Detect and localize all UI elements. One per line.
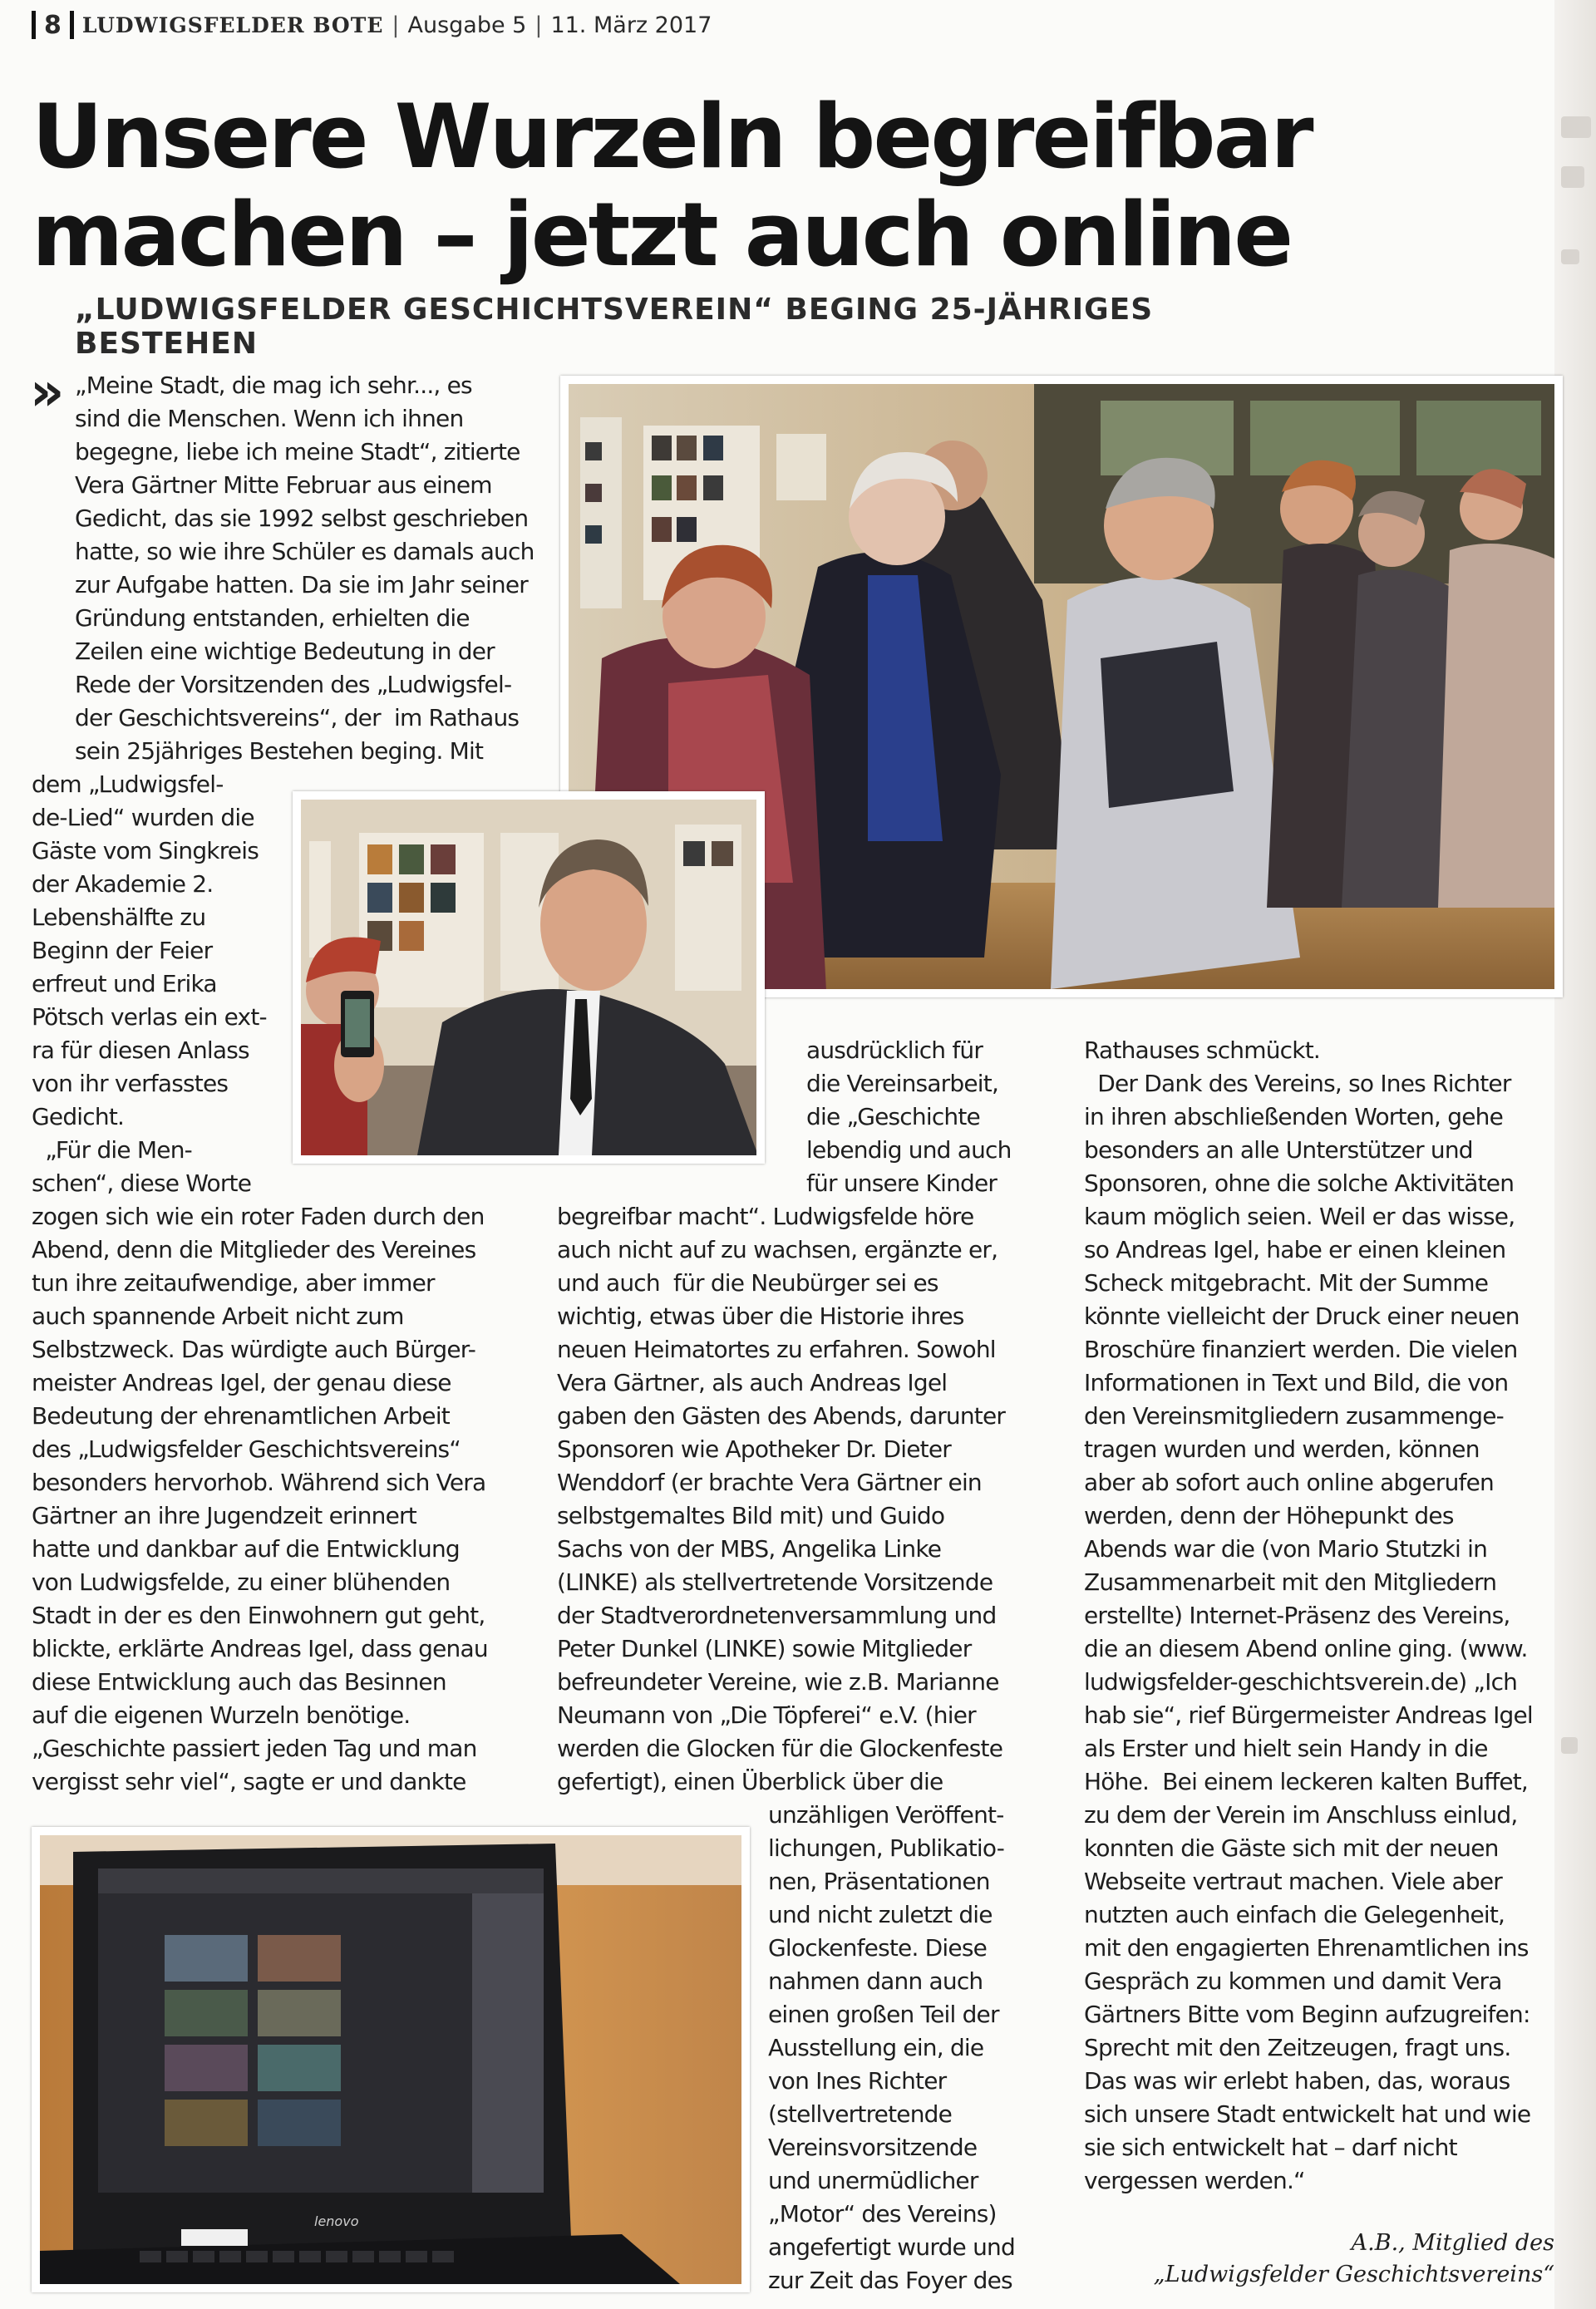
photo-mayor-with-phone xyxy=(293,791,765,1164)
column-1-main: zogen sich wie ein roter Faden durch den Abend, denn die Mitglieder des Vereines tun ihre zeitaufwendige, aber immer auch spannende Arbeit nicht zum Selbstzweck. Das würdigte auch Bürger- meister Andreas Igel, der genau diese Bedeutung der ehrenamtlichen Arbeit des „Ludwigsfelder Geschichtsvereins“ besonders hervorhob. Während sich Vera Gärtner an ihre Jugendzeit erinnert hatte und dankbar auf die Entwicklung von Ludwigsfelde, zu einer blühenden Stadt in der es den Einwohnern gut geht, blickte, erklärte Andreas Igel, dass genau diese Entwicklung auch das Besinnen auf die eigenen Wurzeln benötige. „Geschichte passiert jeden Tag und man vergisst sehr viel“, sagte er und dankte xyxy=(32,1203,488,1795)
article-headline xyxy=(32,88,1328,284)
photo-laptop-website xyxy=(32,1827,750,2292)
header-rule-left xyxy=(32,11,36,39)
author-signature xyxy=(1081,2228,1554,2291)
header-separator: | xyxy=(534,12,543,38)
laptop-brand-label: lenovo xyxy=(314,2213,359,2229)
author-line-2: „Ludwigsfelder Geschichtsvereins“ xyxy=(1153,2262,1554,2287)
page-number: 8 xyxy=(44,10,62,40)
headline-line-1: Unsere Wurzeln begreifbar xyxy=(32,86,1312,188)
newspaper-name: LUDWIGSFELDER BOTE xyxy=(81,12,384,37)
photo-laptop-website-image xyxy=(40,1835,741,2284)
author-line-1: A.B., Mitglied des xyxy=(1351,2230,1554,2256)
page-header xyxy=(32,7,1029,43)
edge-smudge xyxy=(1561,166,1584,188)
photo-mayor-with-phone-image xyxy=(301,800,756,1155)
column-3: Rathauses schmückt. Der Dank des Vereins, so Ines Richter in ihren abschließenden Worten, gehe besonders an alle Unterstützer und Sponsoren, ohne die solche Aktivitäten kaum möglich seien. Weil er das wisse, so Andreas Igel, habe er einen kleinen Scheck mitgebracht. Mit der Summe könnte vielleicht der Druck einer neuen Broschüre finanziert werden. Die vielen Informationen in Text und Bild, die von den Vereinsmitgliedern zusammenge- tragen wurden und werden, können aber ab sofort auch online abgerufen werden, denn der Höhepunkt des Abends war die (von Mario Stutzki in Zusammenarbeit mit den Mitgliedern erstellte) Internet-Präsenz des Vereins, die an diesem Abend online ging. (www. ludwigsfelder-geschichtsverein.de) „Ich hab sie“, rief Bürgermeister Andreas Igel als Erster und hielt sein Handy in die Höhe. Bei einem leckeren kalten Buffet, zu dem der Verein im Anschluss einlud, konnten die Gäste sich mit der neuen Webseite vertraut machen. Viele aber nutzten auch einfach die Gelegenheit, mit den engagierten Ehrenamtlichen ins Gespräch zu kommen und damit Vera Gärtners Bitte vom Beginn aufzugreifen: Sprecht mit den Zeitzeugen, fragt uns. Das was wir erlebt haben, das, woraus sich unsere Stadt entwickelt hat und wie sie sich entwickelt hat – darf nicht vergessen werden.“ xyxy=(1084,1036,1533,2194)
header-rule-right xyxy=(70,11,74,39)
edge-smudge xyxy=(1561,249,1579,264)
column-2-main: begreifbar macht“. Ludwigsfelde höre auch nicht auf zu wachsen, ergänzte er, und auch für die Neubürger sei es wichtig, etwas über die Historie ihres neuen Heimatortes zu erfahren. Sowohl Vera Gärtner, als auch Andreas Igel gaben den Gästen des Abends, darunter Sponsoren wie Apotheker Dr. Dieter Wenddorf (er brachte Vera Gärtner ein selbstgemaltes Bild mit) und Guido Sachs von der MBS, Angelika Linke (LINKE) als stellvertretende Vorsitzende der Stadtverordnetenversammlung und Peter Dunkel (LINKE) sowie Mitglieder befreundeter Vereine, wie z.B. Marianne Neumann von „Die Töpferei“ e.V. (hier werden die Glocken für die Glockenfeste gefertigt), einen Überblick über die xyxy=(557,1203,1006,1795)
column-1-narrow: dem „Ludwigsfel- de-Lied“ wurden die Gäste vom Singkreis der Akademie 2. Lebenshälfte zu Beginn der Feier erfreut und Erika Pötsch verlas ein ext- ra für diesen Anlass von ihr verfasstes Gedicht. „Für die Men- schen“, diese Worte xyxy=(32,770,267,1197)
column-2-top: ausdrücklich für die Vereinsarbeit, die „Geschichte lebendig und auch für unsere Kinder xyxy=(806,1036,1012,1197)
header-separator: | xyxy=(392,12,400,38)
issue-number: Ausgabe 5 xyxy=(407,12,527,38)
headline-line-2: machen – jetzt auch online xyxy=(32,184,1292,286)
quote-glyph: » xyxy=(30,362,65,423)
issue-date: 11. März 2017 xyxy=(550,12,712,38)
column-1-intro: „Meine Stadt, die mag ich sehr..., es sind die Menschen. Wenn ich ihnen begegne, liebe ich meine Stadt“, zitierte Vera Gärtner Mitte Februar aus einem Gedicht, das sie 1992 selbst geschrieben hatte, so wie ihre Schüler es damals auch zur Aufgabe hatten. Da sie im Jahr seiner Gründung entstanden, erhielten die Zeilen eine wichtige Bedeutung in der Rede der Vorsitzenden des „Ludwigsfel- der Geschichtsvereins“, der im Rathaus sein 25jähriges Bestehen beging. Mit xyxy=(75,372,534,765)
adjacent-page-edge xyxy=(1554,0,1596,2309)
edge-smudge xyxy=(1561,116,1591,138)
column-2-narrow: unzähligen Veröffent- lichungen, Publikatio- nen, Präsentationen und nicht zuletzt die Glockenfeste. Diese nahmen dann auch einen großen Teil der Ausstellung ein, die von Ines Richter (stellvertretende Vereinsvorsitzende und unermüdlicher „Motor“ des Vereins) angefertigt wurde und zur Zeit das Foyer des xyxy=(768,1801,1015,2294)
edge-smudge xyxy=(1561,1737,1578,1754)
article-subheadline: „LUDWIGSFELDER GESCHICHTSVEREIN“ BEGING 25-JÄHRIGES BESTEHEN xyxy=(75,293,1154,361)
